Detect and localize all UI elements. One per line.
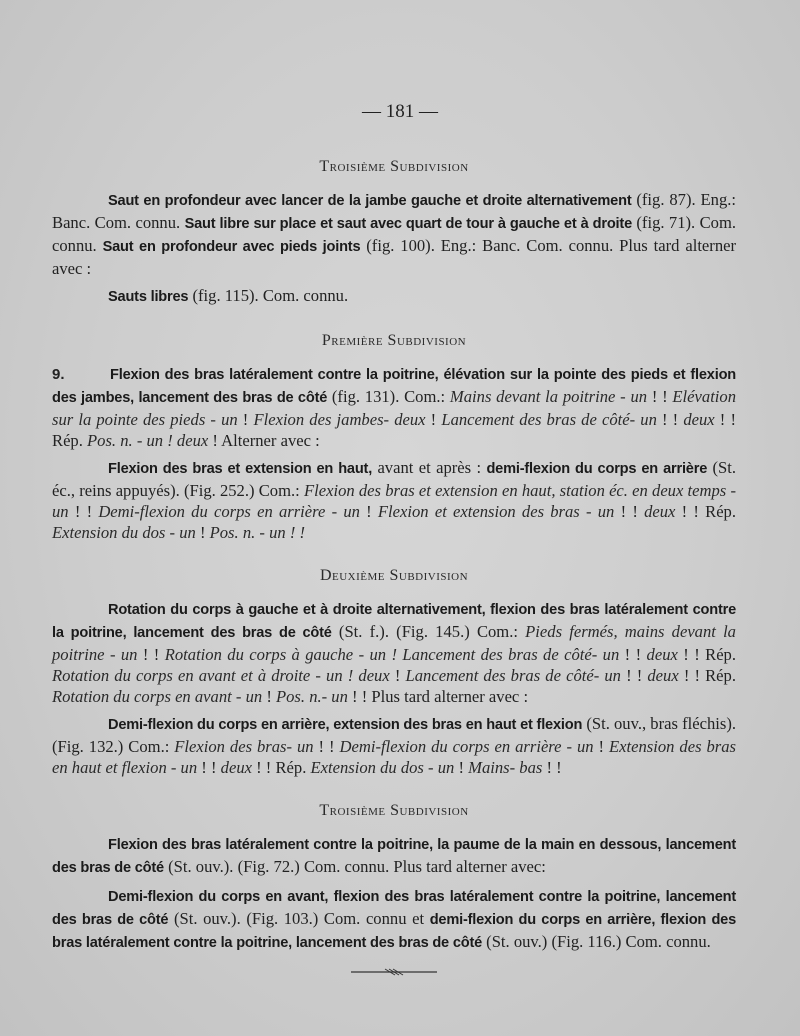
paragraph: 9. Flexion des bras latéralement contre la poitrine, élévation sur la pointe des pieds et flexion des jambes, lancement des bras de côté (fig. 131). Com.: Mains devant la poitrine - un ! ! Elévation sur la pointe des pieds - un ! Flexion des jambes- deux ! Lancement des bras de côté- un ! ! deux ! ! Rép. Pos. n. - un ! deux ! Alterner avec : [52, 366, 737, 450]
section-heading: Deuxième Subdivision [319, 567, 469, 584]
section-heading: Première Subdivision [321, 332, 467, 349]
paragraph: Flexion des bras et extension en haut, avant et après : demi-flexion du corps en arrière (St. éc., reins appuyés). (Fig. 252.) Com.: Flexion des bras et extension en haut, station éc. en deux temps - un ! ! Demi-flexion du corps en arrière - un ! Flexion et extension des bras - un ! ! deux ! ! Rép. Extension du dos - un ! Pos. n. - un ! ! [52, 458, 737, 542]
paragraph: Flexion des bras latéralement contre la poitrine, la paume de la main en dessous, lancement des bras de côté (St. ouv.). (Fig. 72.) Com. connu. Plus tard alterner avec: [52, 837, 736, 876]
ornamental-divider-icon [349, 966, 439, 978]
paragraph: Demi-flexion du corps en avant, flexion des bras latéralement contre la poitrine, lancement des bras de côté (St. ouv.). (Fig. 103.) Com. connu et demi-flexion du corps en arrière, flexion des bras latéralement contre la poitrine, lancement des bras de côté (St. ouv.) (Fig. 116.) Com. connu. [52, 889, 736, 951]
paragraph: Rotation du corps à gauche et à droite alternativement, flexion des bras latéralement contre la poitrine, lancement des bras de côté (St. f.). (Fig. 145.) Com.: Pieds fermés, mains devant la poitrine - un ! ! Rotation du corps à gauche - un ! Lancement des bras de côté- un ! ! deux ! ! Rép. Rotation du corps en avant et à droite - un ! deux ! Lancement des bras de côté- un ! ! deux ! ! Rép. Rotation du corps en avant - un ! Pos. n.- un ! ! Plus tard alterner avec : [52, 602, 737, 706]
section-heading: Troisième Subdivision [319, 158, 469, 175]
section-heading: Troisième Subdivision [319, 802, 469, 819]
page-number: — 181 — [362, 101, 438, 122]
paragraph: Demi-flexion du corps en arrière, extension des bras en haut et flexion (St. ouv., bras fléchis). (Fig. 132.) Com.: Flexion des bras- un ! ! Demi-flexion du corps en arrière - un ! Extension des bras en haut et flexion - un ! ! deux ! ! Rép. Extension du dos - un ! Mains- bas ! ! [52, 714, 736, 777]
paragraph: Saut en profondeur avec lancer de la jambe gauche et droite alternativement (fig. 87). Eng.: Banc. Com. connu. Saut libre sur place et saut avec quart de tour à gauche et à droite (fig. 71). Com. connu. Saut en profondeur avec pieds joints (fig. 100). Eng.: Banc. Com. connu. Plus tard alterner avec : [52, 190, 737, 278]
exercise-number: 9. [52, 366, 65, 383]
page-content [52, 156, 736, 978]
paragraph: Sauts libres (fig. 115). Com. connu. [108, 286, 349, 305]
